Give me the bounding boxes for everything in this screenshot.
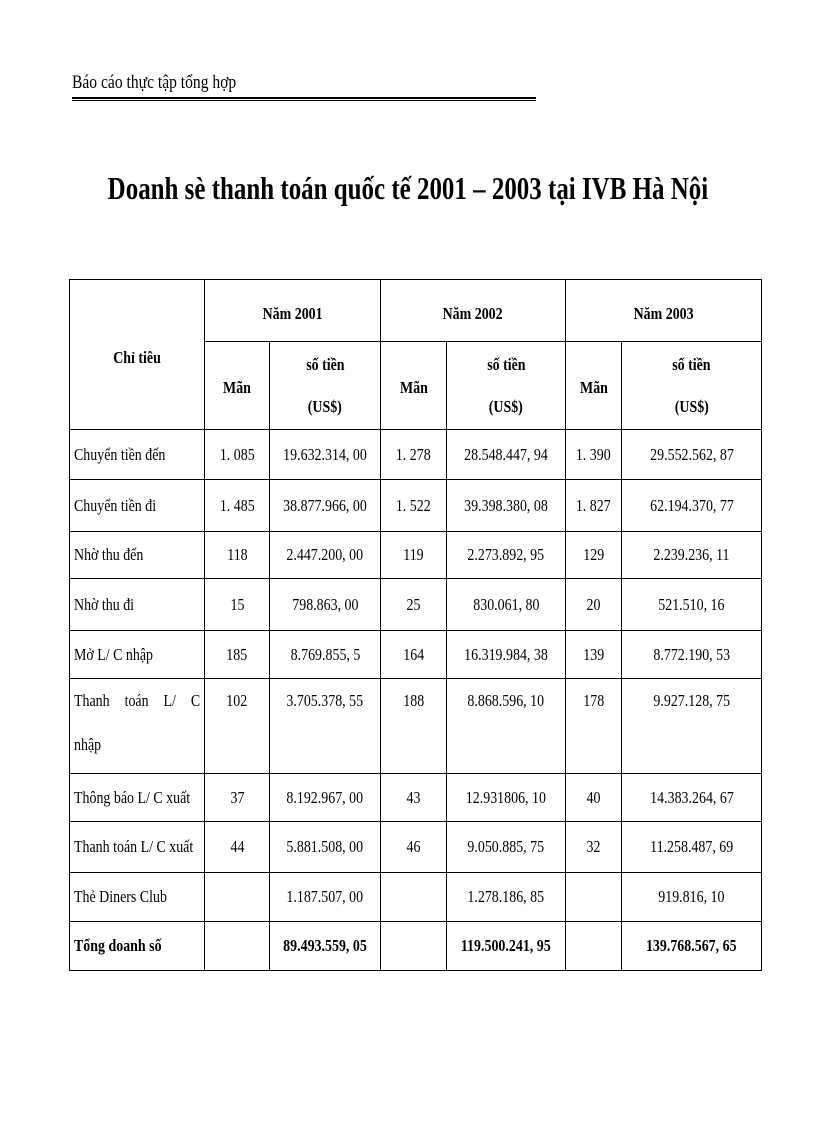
- cell-count: 25: [406, 594, 421, 614]
- subheader-count: Mãn: [566, 342, 622, 430]
- cell-amount: 9.050.885, 75: [467, 837, 545, 856]
- page-title: Doanh sè thanh toán quốc tế 2001 – 2003 tại IVB Hà Nội: [107, 170, 709, 206]
- cell-amount: 62.194.370, 77: [649, 495, 734, 515]
- cell-count: 139: [583, 644, 604, 664]
- header-divider: [72, 97, 536, 101]
- page-header: [72, 72, 536, 101]
- cell-count: 118: [226, 545, 248, 564]
- cell-count: 188: [403, 691, 424, 710]
- table-row: [70, 631, 762, 679]
- row-label: Nhờ thu đến: [70, 532, 205, 579]
- cell-count: 32: [586, 837, 601, 856]
- row-label: Thanh toán L/ C xuất: [70, 822, 205, 873]
- cell-count: 46: [406, 837, 421, 856]
- table-row: [70, 774, 762, 822]
- cell-count: 44: [230, 837, 244, 856]
- cell-count: 1. 390: [576, 444, 611, 464]
- cell-amount: 798.863, 00: [291, 594, 359, 614]
- table-row: [70, 532, 762, 579]
- cell-amount: 5.881.508, 00: [286, 837, 364, 856]
- cell-amount: 919.816, 10: [658, 887, 725, 906]
- header-year-2002: Năm 2002: [381, 280, 566, 342]
- row-label: Nhờ thu đi: [70, 579, 205, 631]
- subheader-amount: số tiền (US$): [447, 342, 566, 430]
- cell-amount: 8.769.855, 5: [290, 644, 360, 664]
- cell-count: 15: [230, 594, 244, 614]
- row-label: Thông báo L/ C xuất: [70, 774, 205, 822]
- cell-count: 1. 085: [219, 444, 255, 464]
- cell-amount: 11.258.487, 69: [649, 837, 734, 856]
- total-amount: 139.768.567, 65: [646, 936, 737, 955]
- cell-amount: 2.239.236, 11: [653, 545, 730, 564]
- cell-count: 185: [226, 644, 248, 664]
- cell-amount: 14.383.264, 67: [649, 787, 734, 807]
- cell-amount: 29.552.562, 87: [649, 444, 734, 464]
- row-label: Thanh toán L/ C nhập: [70, 679, 205, 774]
- subheader-amount: số tiền (US$): [270, 342, 381, 430]
- report-table: [69, 279, 762, 971]
- table-row: [70, 430, 762, 480]
- cell-amount: 9.927.128, 75: [653, 691, 730, 710]
- cell-count: 43: [406, 787, 421, 807]
- header-year-2003: Năm 2003: [566, 280, 762, 342]
- cell-amount: 2.447.200, 00: [286, 545, 364, 564]
- cell-count: 1. 522: [396, 495, 431, 515]
- cell-amount: 28.548.447, 94: [464, 444, 548, 464]
- total-row: [70, 922, 762, 971]
- table-row: [70, 679, 762, 774]
- cell-count: 1. 278: [396, 444, 431, 464]
- cell-count: 40: [586, 787, 601, 807]
- cell-count: 164: [403, 644, 424, 664]
- cell-amount: 3.705.378, 55: [286, 691, 364, 710]
- header-text: Báo cáo thực tập tổng hợp: [72, 72, 237, 93]
- subheader-amount: số tiền (US$): [622, 342, 762, 430]
- total-amount: 89.493.559, 05: [283, 936, 367, 955]
- cell-count: 37: [230, 787, 244, 807]
- cell-amount: 1.278.186, 85: [467, 887, 545, 906]
- row-label: Mở L/ C nhập: [70, 631, 205, 679]
- cell-amount: 1.187.507, 00: [286, 887, 364, 906]
- total-amount: 119.500.241, 95: [461, 936, 551, 955]
- header-year-2001: Năm 2001: [205, 280, 381, 342]
- cell-amount: 8.192.967, 00: [286, 787, 364, 807]
- cell-amount: 12.931806, 10: [465, 787, 547, 807]
- subheader-count: Mãn: [205, 342, 270, 430]
- cell-amount: 8.868.596, 10: [467, 691, 545, 710]
- header-indicator: Chỉ tiêu: [70, 280, 205, 430]
- cell-amount: 16.319.984, 38: [464, 644, 548, 664]
- cell-amount: 521.510, 16: [658, 594, 725, 614]
- subheader-count: Mãn: [381, 342, 447, 430]
- cell-count: 119: [403, 545, 424, 564]
- table-row: [70, 579, 762, 631]
- cell-count: 178: [583, 691, 604, 710]
- table-row: [70, 822, 762, 873]
- page-title-wrap: [0, 170, 816, 207]
- cell-amount: 8.772.190, 53: [653, 644, 730, 664]
- cell-amount: 2.273.892, 95: [467, 545, 545, 564]
- table-row: [70, 873, 762, 922]
- cell-count: 1. 485: [219, 495, 255, 515]
- cell-count: 20: [586, 594, 601, 614]
- cell-amount: 39.398.380, 08: [464, 495, 548, 515]
- table-row: [70, 480, 762, 532]
- cell-amount: 830.061, 80: [472, 594, 540, 614]
- cell-amount: 38.877.966, 00: [283, 495, 367, 515]
- row-label: Thẻ Diners Club: [70, 873, 205, 922]
- cell-amount: 19.632.314, 00: [283, 444, 367, 464]
- cell-count: 1. 827: [576, 495, 611, 515]
- cell-count: 129: [583, 545, 604, 564]
- total-label: Tổng doanh số: [70, 922, 205, 971]
- row-label: Chuyển tiền đến: [70, 430, 205, 480]
- row-label: Chuyển tiền đi: [70, 480, 205, 532]
- cell-count: 102: [226, 691, 248, 710]
